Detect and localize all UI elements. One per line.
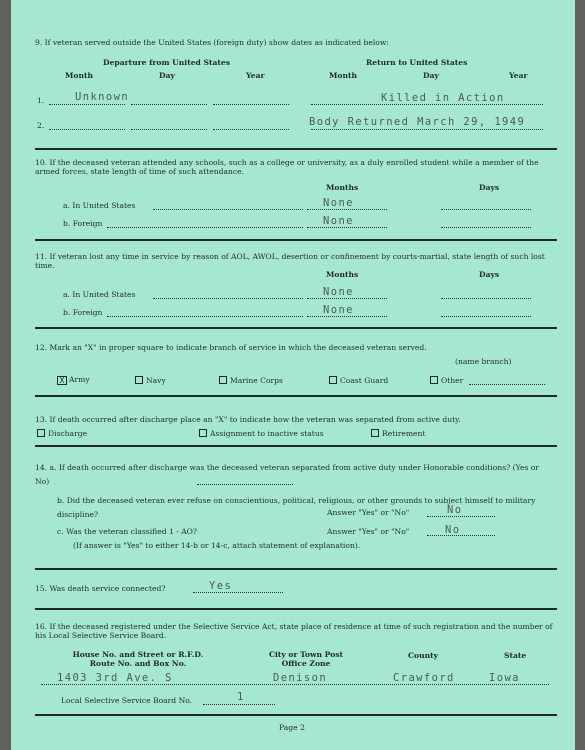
divider xyxy=(35,568,557,570)
q14c-answer-label: Answer "Yes" or "No" xyxy=(327,527,410,536)
q14-note: (If answer is "Yes" to either 14-b or 14-c, attach statement of explanation). xyxy=(73,541,361,550)
q9-col-year-ret: Year xyxy=(509,71,528,80)
q9-departure-header: Departure from United States xyxy=(103,58,231,67)
branch-navy[interactable]: Navy xyxy=(135,376,166,385)
q9-row1-return: Killed in Action xyxy=(381,92,505,104)
q9-row2-number: 2. xyxy=(37,121,45,130)
q10-col-days: Days xyxy=(479,183,500,192)
q16-board-label: Local Selective Service Board No. xyxy=(61,696,193,705)
form-page xyxy=(11,0,575,750)
q10-b-label: b. Foreign xyxy=(63,219,103,228)
army-checkbox[interactable]: X xyxy=(57,376,67,385)
separation-discharge[interactable]: Discharge xyxy=(37,429,87,438)
coast-guard-checkbox[interactable] xyxy=(329,376,337,384)
q9-row2-return: Body Returned March 29, 1949 xyxy=(309,116,526,128)
divider xyxy=(35,395,557,397)
q11-col-months: Months xyxy=(326,270,359,279)
branch-coast-guard[interactable]: Coast Guard xyxy=(329,376,388,385)
q15-question: 15. Was death service connected? xyxy=(35,584,166,593)
q12-question: 12. Mark an "X" in proper square to indicate branch of service in which the deceased veteran served. xyxy=(35,343,427,352)
q9-question: 9. If veteran served outside the United States (foreign duty) show dates as indicated below: xyxy=(35,38,389,47)
q11-a-months: None xyxy=(323,286,354,298)
divider xyxy=(35,714,557,716)
divider xyxy=(35,608,557,610)
q10-question: 10. If the deceased veteran attended any schools, such as a college or university, as a duly enrolled student while a member of the armed forces, state length of time of such attendance. xyxy=(35,158,539,176)
q11-a-label: a. In United States xyxy=(63,290,136,299)
q16-county: Crawford xyxy=(393,672,455,684)
separation-retirement[interactable]: Retirement xyxy=(371,429,425,438)
q10-a-months: None xyxy=(323,197,354,209)
branch-marine-corps[interactable]: Marine Corps xyxy=(219,376,283,385)
navy-checkbox[interactable] xyxy=(135,376,143,384)
q9-return-header: Return to United States xyxy=(366,58,468,67)
branch-other[interactable]: Other xyxy=(430,376,463,385)
q11-b-months: None xyxy=(323,304,354,316)
discharge-checkbox[interactable] xyxy=(37,429,45,437)
q11-question: 11. If veteran lost any time in service by reason of AOL, AWOL, desertion or confinement by courts-martial, state length of such lost time. xyxy=(35,252,545,270)
q9-row1-departure: Unknown xyxy=(75,91,130,103)
assignment-checkbox[interactable] xyxy=(199,429,207,437)
q10-col-months: Months xyxy=(326,183,359,192)
q14b-answer: No xyxy=(447,504,463,516)
divider xyxy=(35,239,557,241)
divider xyxy=(35,445,557,447)
retirement-checkbox[interactable] xyxy=(371,429,379,437)
branch-army[interactable]: X Army xyxy=(57,375,90,385)
q16-state: Iowa xyxy=(489,672,520,684)
divider xyxy=(35,327,557,329)
q16-header-house: House No. and Street or R.F.D. Route No. and Box No. xyxy=(72,650,204,668)
q16-header-city: City or Town Post Office Zone xyxy=(268,650,344,668)
q13-question: 13. If death occurred after discharge place an "X" to indicate how the veteran was separated from active duty. xyxy=(35,415,461,424)
q10-a-label: a. In United States xyxy=(63,201,136,210)
page-number: Page 2 xyxy=(279,723,305,732)
q16-header-county: County xyxy=(408,651,439,660)
q14c-question: c. Was the veteran classified 1 - AO? xyxy=(57,527,197,536)
q9-col-year-dep: Year xyxy=(246,71,265,80)
q12-name-branch: (name branch) xyxy=(455,357,512,366)
marine-checkbox[interactable] xyxy=(219,376,227,384)
q16-header-state: State xyxy=(504,651,527,660)
q9-row1-number: 1. xyxy=(37,96,45,105)
q9-col-month-ret: Month xyxy=(329,71,358,80)
q9-col-day-dep: Day xyxy=(159,71,175,80)
q14b-question: b. Did the deceased veteran ever refuse on conscientious, political, religious, or other grounds to subject himself to military discipline? xyxy=(57,496,536,519)
q14c-answer: No xyxy=(445,524,461,536)
q9-col-month-dep: Month xyxy=(65,71,94,80)
q15-answer: Yes xyxy=(209,580,233,592)
separation-assignment[interactable]: Assignment to inactive status xyxy=(199,429,324,438)
divider xyxy=(35,148,557,150)
q16-house: 1403 3rd Ave. S xyxy=(57,672,173,684)
q14a-question: 14. a. If death occurred after discharge was the deceased veteran separated from active duty under Honorable conditions? (Yes or No) xyxy=(35,463,539,486)
q10-b-months: None xyxy=(323,215,354,227)
q11-col-days: Days xyxy=(479,270,500,279)
q16-city: Denison xyxy=(273,672,328,684)
q11-b-label: b. Foreign xyxy=(63,308,103,317)
q9-col-day-ret: Day xyxy=(423,71,439,80)
q16-board: 1 xyxy=(237,691,245,703)
q16-question: 16. If the deceased registered under the Selective Service Act, state place of residence at time of such registration and the number of his Local Selective Service Board. xyxy=(35,622,553,640)
other-checkbox[interactable] xyxy=(430,376,438,384)
q14b-answer-label: Answer "Yes" or "No" xyxy=(327,508,410,517)
